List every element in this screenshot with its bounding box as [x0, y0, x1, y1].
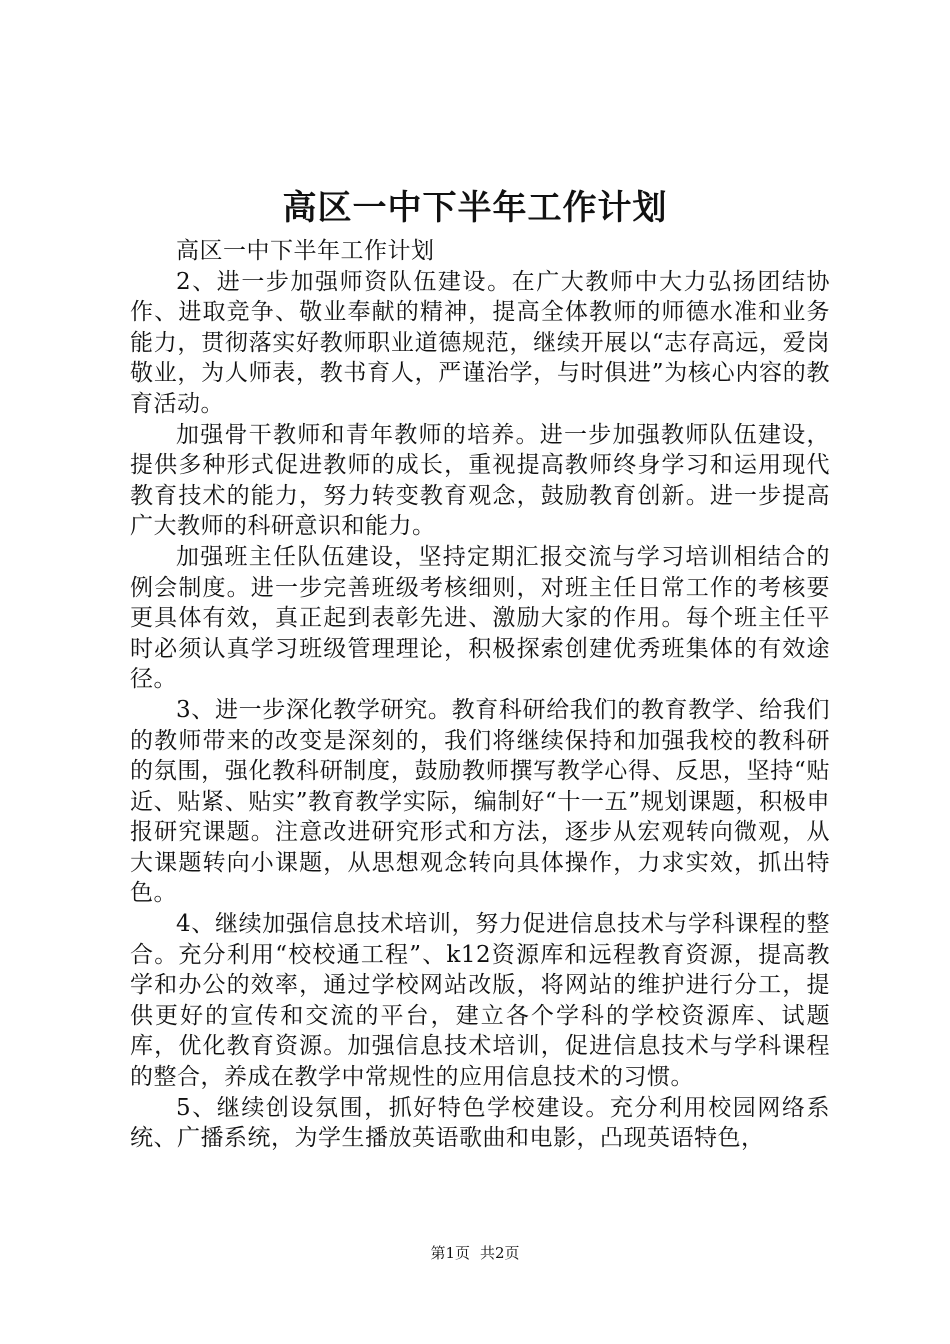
document-title: 高区一中下半年工作计划: [282, 188, 668, 228]
document-body: [130, 236, 830, 1154]
page-number: 第1页: [430, 1244, 470, 1262]
page-total: 共2页: [480, 1244, 520, 1262]
paragraph-backbone-teachers: 加强骨干教师和青年教师的培养。进一步加强教师队伍建设，提供多种形式促进教师的成长，重视提高教师终身学习和运用现代教育技术的能力，努力转变教育观念，鼓励教育创新。进一步提高广大教师的科研意识和能力。: [130, 421, 830, 540]
paragraph-it-training: 4、继续加强信息技术培训，努力促进信息技术与学科课程的整合。充分利用“校校通工程”、k12资源库和远程教育资源，提高教学和办公的效率，通过学校网站改版，将网站的维护进行分工，提供更好的宣传和交流的平台，建立各个学科的学校资源库、试题库，优化教育资源。加强信息技术培训，促进信息技术与学科课程的整合，养成在教学中常规性的应用信息技术的习惯。: [130, 911, 830, 1091]
document-subtitle: 高区一中下半年工作计划: [176, 238, 435, 264]
page-footer: [0, 1243, 950, 1263]
paragraph-school-features: 5、继续创设氛围，抓好特色学校建设。充分利用校园网络系统、广播系统，为学生播放英语歌曲和电影，凸现英语特色，: [130, 1094, 830, 1152]
paragraph-teaching-research: 3、进一步深化教学研究。教育科研给我们的教育教学、给我们的教师带来的改变是深刻的，我们将继续保持和加强我校的教科研的氛围，强化教科研制度，鼓励教师撰写教学心得、反思，坚持“贴近、贴紧、贴实”教育教学实际，编制好“十一五”规划课题，积极申报研究课题。注意改进研究形式和方法，逐步从宏观转向微观，从大课题转向小课题，从思想观念转向具体操作，力求实效，抓出特色。: [130, 696, 830, 907]
paragraph-teacher-team: 2、进一步加强师资队伍建设。在广大教师中大力弘扬团结协作、进取竞争、敬业奉献的精神，提高全体教师的师德水准和业务能力，贯彻落实好教师职业道德规范，继续开展以“志存高远，爱岗敬业，为人师表，教书育人，严谨治学，与时俱进”为核心内容的教育活动。: [130, 268, 830, 417]
paragraph-class-teachers: 加强班主任队伍建设，坚持定期汇报交流与学习培训相结合的例会制度。进一步完善班级考核细则，对班主任日常工作的考核要更具体有效，真正起到表彰先进、激励大家的作用。每个班主任平时必须认真学习班级管理理论，积极探索创建优秀班集体的有效途径。: [130, 543, 830, 693]
